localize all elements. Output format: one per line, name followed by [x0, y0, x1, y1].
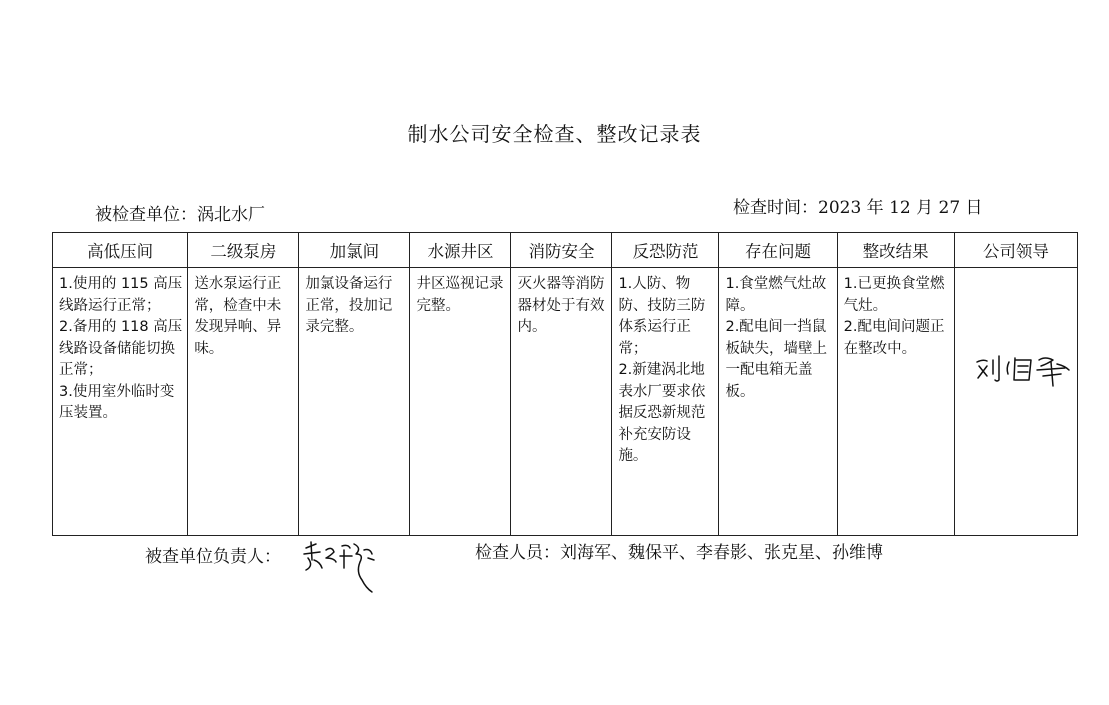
responsible-signature	[302, 540, 392, 598]
header-fire-safety: 消防安全	[511, 233, 612, 268]
cell-line: 灭火器等消防器材处于有效内。	[517, 276, 605, 335]
cell-line: 2.配电间一挡鼠板缺失，墙壁上一配电箱无盖板。	[725, 319, 827, 400]
cell-line: 加氯设备运行正常，投加记录完整。	[305, 276, 393, 335]
inspection-table	[52, 232, 1078, 536]
cell-well-area	[410, 268, 511, 536]
cell-line: 1.使用的 115 高压线路运行正常；	[59, 276, 183, 314]
cell-line: 1.人防、物防、技防三防体系运行正常；	[618, 276, 706, 357]
document-title: 制水公司安全检查、整改记录表	[407, 122, 702, 146]
cell-line: 1.已更换食堂燃气灶。	[843, 276, 945, 314]
cell-line: 2.配电间问题正在整改中。	[843, 319, 945, 357]
cell-chlorine-room	[299, 268, 410, 536]
inspected-unit: 被检查单位：涡北水厂	[95, 205, 265, 225]
cell-fire-safety	[511, 268, 612, 536]
header-anti-terror: 反恐防范	[612, 233, 719, 268]
cell-pump-room	[188, 268, 299, 536]
cell-line: 3.使用室外临时变压装置。	[59, 383, 175, 421]
inspectors: 检查人员：刘海军、魏保平、李春影、张克星、孙维博	[475, 543, 883, 563]
header-leader: 公司领导	[954, 233, 1077, 268]
cell-hv-room	[53, 268, 188, 536]
cell-line: 1.食堂燃气灶故障。	[725, 276, 827, 314]
header-pump-room: 二级泵房	[188, 233, 299, 268]
cell-line: 井区巡视记录完整。	[416, 276, 504, 314]
cell-issues	[719, 268, 837, 536]
cell-anti-terror	[612, 268, 719, 536]
header-results: 整改结果	[837, 233, 954, 268]
header-hv-room: 高低压间	[53, 233, 188, 268]
table-header-row	[53, 233, 1078, 268]
leader-signature	[973, 350, 1081, 388]
responsible-person-label: 被查单位负责人：	[145, 547, 281, 567]
header-issues: 存在问题	[719, 233, 837, 268]
cell-line: 送水泵运行正常，检查中未发现异响、异味。	[194, 276, 282, 357]
cell-results	[837, 268, 954, 536]
header-well-area: 水源井区	[410, 233, 511, 268]
inspection-date: 检查时间：2023 年 12 月 27 日	[733, 198, 983, 218]
cell-line: 2.备用的 118 高压线路设备储能切换正常；	[59, 319, 183, 378]
table-row	[53, 268, 1078, 536]
cell-leader-signature	[954, 268, 1077, 536]
header-chlorine-room: 加氯间	[299, 233, 410, 268]
cell-line: 2.新建涡北地表水厂要求依据反恐新规范补充安防设施。	[618, 362, 706, 464]
